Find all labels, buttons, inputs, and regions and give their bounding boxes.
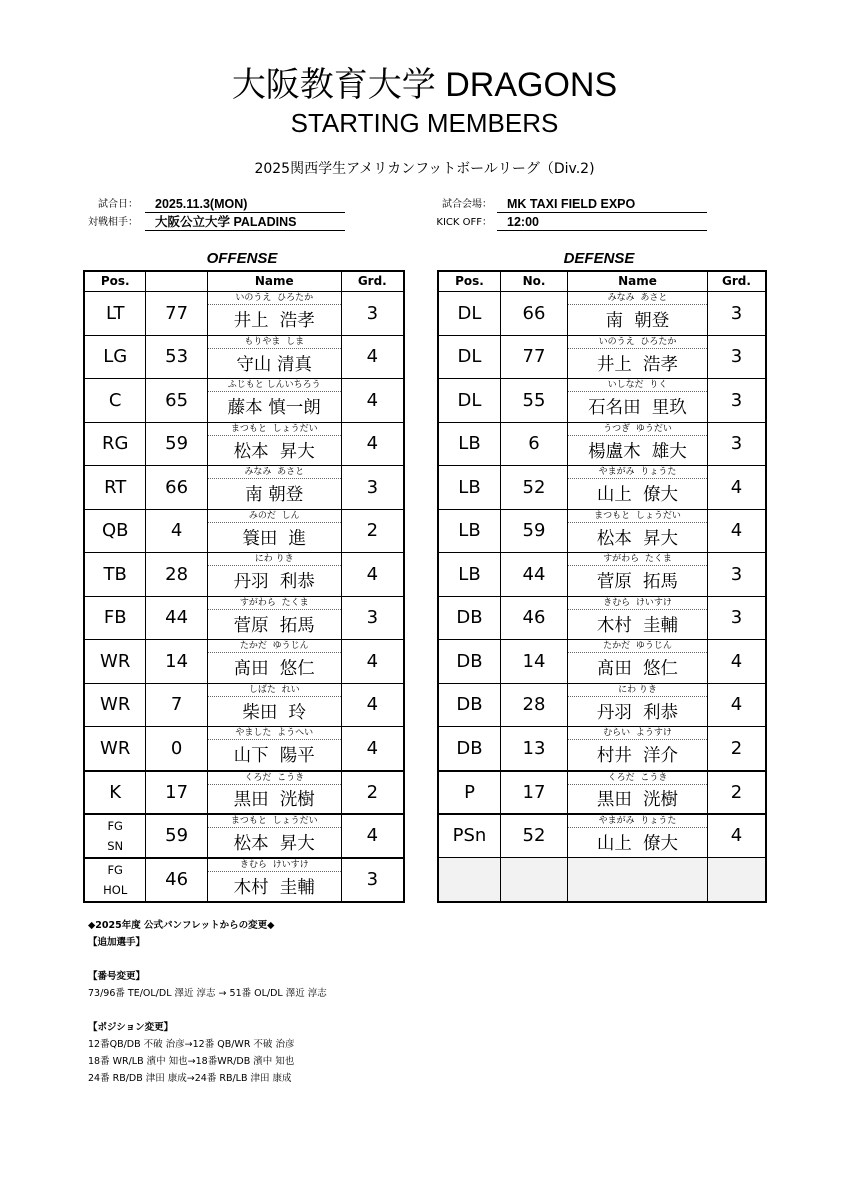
- grade: 4: [730, 476, 743, 498]
- name-reading: うつぎ ゆうだい: [568, 423, 707, 436]
- roster-row: [85, 727, 403, 771]
- jersey-number: 66: [146, 466, 207, 509]
- name-reading: いしなだ りく: [568, 379, 707, 392]
- kickoff-time: 12:00: [497, 215, 707, 231]
- grade: 4: [366, 650, 379, 672]
- venue-name: MK TAXI FIELD EXPO: [497, 197, 707, 213]
- offense-body: [85, 292, 403, 901]
- player-name-cell: [208, 727, 342, 770]
- player-name-cell: [568, 684, 708, 727]
- player-name: 木村 圭輔: [233, 877, 315, 898]
- grade: 3: [730, 607, 743, 629]
- position-change: 18番 WR/LB 濱中 知也→18番WR/DB 濱中 知也: [88, 1056, 295, 1067]
- jersey-number: 17: [146, 772, 207, 814]
- player-name-cell: [208, 292, 342, 335]
- position-cell: C: [85, 379, 146, 422]
- roster-row: [85, 466, 403, 510]
- grade: 4: [730, 694, 743, 716]
- grade: 3: [366, 869, 379, 891]
- defense-heading: DEFENSE: [563, 250, 635, 267]
- roster-row: [439, 727, 765, 771]
- empty-cell: [501, 858, 568, 902]
- jersey-number: 59: [146, 815, 207, 857]
- name-reading: にわ りき: [208, 553, 341, 566]
- position-cell: [85, 859, 146, 902]
- jersey-number: 44: [501, 553, 568, 596]
- player-name: 井上 浩孝: [233, 311, 315, 332]
- jersey-number: 52: [501, 466, 568, 509]
- name-reading: にわ りき: [568, 684, 707, 697]
- name-reading: くろだ こうき: [208, 772, 341, 785]
- position-cell: WR: [85, 640, 146, 683]
- position-cell: [85, 815, 146, 857]
- jersey-number: 14: [501, 640, 568, 683]
- position-cell: RT: [85, 466, 146, 509]
- grade: 2: [366, 781, 379, 803]
- name-reading: いのうえ ひろたか: [568, 336, 707, 349]
- player-name-cell: [568, 815, 708, 857]
- roster-row: [85, 814, 403, 858]
- roster-row: [439, 771, 765, 815]
- team-title: 大阪教育大学 DRAGONS: [231, 66, 618, 104]
- player-name: 南 朝登: [605, 311, 670, 332]
- grade: 4: [366, 737, 379, 759]
- position-cell: LB: [439, 553, 501, 596]
- position-change: 12番QB/DB 不破 治彦→12番 QB/WR 不破 治彦: [88, 1039, 295, 1050]
- jersey-number: 6: [501, 423, 568, 466]
- grade: 2: [730, 781, 743, 803]
- roster-row: [439, 814, 765, 858]
- jersey-number: 46: [501, 597, 568, 640]
- grade: 3: [730, 389, 743, 411]
- roster-row: [439, 336, 765, 380]
- col-grd: Grd.: [357, 274, 387, 288]
- player-name: 菅原 拓馬: [596, 572, 679, 593]
- name-reading: まつもと しょうだい: [568, 510, 707, 523]
- player-name: 松本 昇大: [233, 833, 315, 854]
- jersey-number: 46: [146, 859, 207, 902]
- col-pos: Pos.: [439, 272, 501, 291]
- col-no: No.: [501, 272, 568, 291]
- jersey-number: 4: [146, 510, 207, 553]
- player-name-cell: [208, 640, 342, 683]
- defense-body: [439, 292, 765, 901]
- player-name-cell: [208, 815, 342, 857]
- roster-row: [439, 292, 765, 336]
- player-name: 石名田 里玖: [588, 398, 687, 419]
- position-cell: LG: [85, 336, 146, 379]
- roster-row: [439, 684, 765, 728]
- jersey-number: 59: [146, 423, 207, 466]
- name-reading: しばた れい: [208, 684, 341, 697]
- grade: 4: [366, 389, 379, 411]
- player-name: 松本 昇大: [233, 441, 315, 462]
- roster-row: [439, 640, 765, 684]
- jersey-number: 14: [146, 640, 207, 683]
- jersey-number: 44: [146, 597, 207, 640]
- page-subtitle: STARTING MEMBERS: [290, 108, 559, 138]
- jersey-number: 13: [501, 727, 568, 770]
- name-reading: まつもと しょうだい: [208, 423, 341, 436]
- name-reading: やまがみ りょうた: [568, 815, 707, 828]
- name-reading: いのうえ ひろたか: [208, 292, 341, 305]
- name-reading: やました ようへい: [208, 727, 341, 740]
- position-cell: DB: [439, 727, 501, 770]
- position-cell: K: [85, 772, 146, 814]
- number-heading: 【番号変更】: [88, 971, 146, 982]
- empty-cell: [708, 858, 765, 902]
- jersey-number: 52: [501, 815, 568, 857]
- player-name: 髙田 悠仁: [596, 659, 679, 680]
- roster-row: [85, 379, 403, 423]
- roster-row: [85, 640, 403, 684]
- jersey-number: 28: [501, 684, 568, 727]
- position-cell: RG: [85, 423, 146, 466]
- player-name-cell: [568, 597, 708, 640]
- player-name-cell: [568, 553, 708, 596]
- offense-heading: OFFENSE: [206, 250, 278, 267]
- jersey-number: 77: [501, 336, 568, 379]
- grade: 3: [366, 302, 379, 324]
- jersey-number: 77: [146, 292, 207, 335]
- grade: 4: [366, 694, 379, 716]
- position-cell: FB: [85, 597, 146, 640]
- player-name: 山上 僚大: [596, 833, 679, 854]
- position-cell: PSn: [439, 815, 501, 857]
- position-cell: WR: [85, 727, 146, 770]
- position-cell: DB: [439, 597, 501, 640]
- player-name-cell: [208, 553, 342, 596]
- grade: 4: [366, 825, 379, 847]
- player-name: 山下 陽平: [233, 746, 315, 767]
- jersey-number: 7: [146, 684, 207, 727]
- col-pos: Pos.: [85, 272, 146, 291]
- player-name: 守山 清真: [236, 354, 312, 375]
- defense-table: [437, 270, 767, 903]
- grade: 3: [730, 346, 743, 368]
- grade: 4: [730, 825, 743, 847]
- player-name-cell: [208, 423, 342, 466]
- roster-row: [85, 510, 403, 554]
- player-name-cell: [208, 772, 342, 814]
- grade: 3: [366, 607, 379, 629]
- player-name: 黒田 洸樹: [233, 790, 315, 811]
- grade: 2: [366, 520, 379, 542]
- opponent-name: 大阪公立大学 PALADINS: [145, 215, 345, 231]
- player-name-cell: [208, 684, 342, 727]
- roster-row: [85, 858, 403, 902]
- roster-row: [85, 292, 403, 336]
- roster-row: [439, 466, 765, 510]
- grade: 3: [730, 433, 743, 455]
- jersey-number: 17: [501, 772, 568, 814]
- name-reading: まつもと しょうだい: [208, 815, 341, 828]
- name-reading: みのだ しん: [208, 510, 341, 523]
- name-reading: たかだ ゆうじん: [208, 640, 341, 653]
- roster-row: [85, 597, 403, 641]
- jersey-number: 28: [146, 553, 207, 596]
- grade: 3: [366, 476, 379, 498]
- player-name: 村井 洋介: [596, 746, 679, 767]
- roster-row: [85, 423, 403, 467]
- defense-header-row: [439, 272, 765, 292]
- player-name: 丹羽 利恭: [596, 702, 679, 723]
- grade: 4: [730, 650, 743, 672]
- roster-row: [85, 553, 403, 597]
- grade: 3: [730, 563, 743, 585]
- player-name: 楊盧木 雄大: [588, 441, 687, 462]
- jersey-number: 55: [501, 379, 568, 422]
- position-line: HOL: [103, 882, 128, 897]
- col-name: Name: [568, 272, 708, 291]
- name-reading: みなみ あさと: [568, 292, 707, 305]
- position-cell: P: [439, 772, 501, 814]
- notes-heading: ◆2025年度 公式パンフレットからの変更◆: [88, 920, 275, 931]
- kickoff-label: KICK OFF：: [436, 217, 492, 228]
- name-reading: ふじもと しんいちろう: [208, 379, 341, 392]
- player-name: 井上 浩孝: [596, 354, 679, 375]
- name-reading: みなみ あさと: [208, 466, 341, 479]
- grade: 4: [730, 520, 743, 542]
- empty-cell: [439, 858, 501, 902]
- roster-row: [85, 684, 403, 728]
- grade: 4: [366, 346, 379, 368]
- grade: 3: [730, 302, 743, 324]
- position-cell: WR: [85, 684, 146, 727]
- name-reading: すがわら たくま: [208, 597, 341, 610]
- venue-label: 試合会場：: [442, 199, 492, 210]
- number-change: 73/96番 TE/OL/DL 澤近 淳志 → 51番 OL/DL 澤近 淳志: [88, 988, 327, 999]
- roster-row: [439, 423, 765, 467]
- name-reading: すがわら たくま: [568, 553, 707, 566]
- position-cell: DB: [439, 684, 501, 727]
- match-date: 2025.11.3(MON): [145, 197, 345, 213]
- position-cell: LB: [439, 510, 501, 553]
- player-name-cell: [568, 466, 708, 509]
- jersey-number: 53: [146, 336, 207, 379]
- roster-row: [439, 379, 765, 423]
- player-name: 南 朝登: [245, 485, 304, 506]
- offense-header-row: [85, 272, 403, 292]
- position-change: 24番 RB/DB 津田 康成→24番 RB/LB 津田 康成: [88, 1073, 292, 1084]
- player-name-cell: [208, 510, 342, 553]
- position-line: FG: [107, 862, 123, 877]
- player-name-cell: [568, 640, 708, 683]
- change-notes: [88, 917, 327, 1087]
- roster-row: [439, 510, 765, 554]
- name-reading: たかだ ゆうじん: [568, 640, 707, 653]
- name-reading: むらい ようすけ: [568, 727, 707, 740]
- player-name-cell: [568, 292, 708, 335]
- position-cell: TB: [85, 553, 146, 596]
- name-reading: やまがみ りょうた: [568, 466, 707, 479]
- player-name: 菅原 拓馬: [233, 615, 315, 636]
- roster-row: [85, 336, 403, 380]
- player-name-cell: [568, 772, 708, 814]
- offense-table: [83, 270, 405, 903]
- player-name-cell: [208, 466, 342, 509]
- player-name: 松本 昇大: [596, 528, 679, 549]
- name-reading: きむら けいすけ: [568, 597, 707, 610]
- player-name: 柴田 玲: [242, 702, 307, 723]
- grade: 2: [730, 737, 743, 759]
- date-label: 試合日：: [98, 199, 138, 210]
- position-line: SN: [107, 838, 124, 853]
- jersey-number: 0: [146, 727, 207, 770]
- jersey-number: 65: [146, 379, 207, 422]
- position-cell: DL: [439, 292, 501, 335]
- position-cell: LB: [439, 423, 501, 466]
- position-cell: QB: [85, 510, 146, 553]
- player-name-cell: [568, 727, 708, 770]
- jersey-number: 59: [501, 510, 568, 553]
- player-name-cell: [568, 336, 708, 379]
- league-name: 2025関西学生アメリカンフットボールリーグ（Div.2): [254, 161, 595, 177]
- name-reading: きむら けいすけ: [208, 859, 341, 872]
- roster-row: [85, 771, 403, 815]
- player-name: 山上 僚大: [596, 485, 679, 506]
- player-name: 黒田 洸樹: [596, 790, 679, 811]
- player-name-cell: [568, 510, 708, 553]
- player-name: 簑田 進: [242, 528, 307, 549]
- grade: 4: [366, 433, 379, 455]
- col-grd: Grd.: [722, 274, 751, 288]
- jersey-number: 66: [501, 292, 568, 335]
- player-name: 髙田 悠仁: [233, 659, 315, 680]
- position-cell: DL: [439, 336, 501, 379]
- position-cell: LB: [439, 466, 501, 509]
- empty-row: [439, 858, 765, 902]
- position-cell: LT: [85, 292, 146, 335]
- roster-row: [439, 553, 765, 597]
- player-name: 丹羽 利恭: [233, 572, 315, 593]
- position-cell: DL: [439, 379, 501, 422]
- player-name-cell: [208, 859, 342, 902]
- player-name-cell: [208, 597, 342, 640]
- player-name-cell: [568, 379, 708, 422]
- player-name: 木村 圭輔: [596, 615, 679, 636]
- position-line: FG: [107, 818, 123, 833]
- added-heading: 【追加選手】: [88, 937, 146, 948]
- position-heading: 【ポジション変更】: [88, 1022, 174, 1033]
- col-no: [146, 272, 207, 291]
- player-name-cell: [568, 423, 708, 466]
- player-name: 藤本 慎一朗: [227, 398, 321, 419]
- empty-cell: [568, 858, 708, 902]
- grade: 4: [366, 563, 379, 585]
- position-cell: DB: [439, 640, 501, 683]
- player-name-cell: [208, 379, 342, 422]
- name-reading: くろだ こうき: [568, 772, 707, 785]
- name-reading: もりやま しま: [208, 336, 341, 349]
- col-name: Name: [208, 272, 342, 291]
- roster-row: [439, 597, 765, 641]
- player-name-cell: [208, 336, 342, 379]
- opponent-label: 対戦相手：: [88, 217, 138, 228]
